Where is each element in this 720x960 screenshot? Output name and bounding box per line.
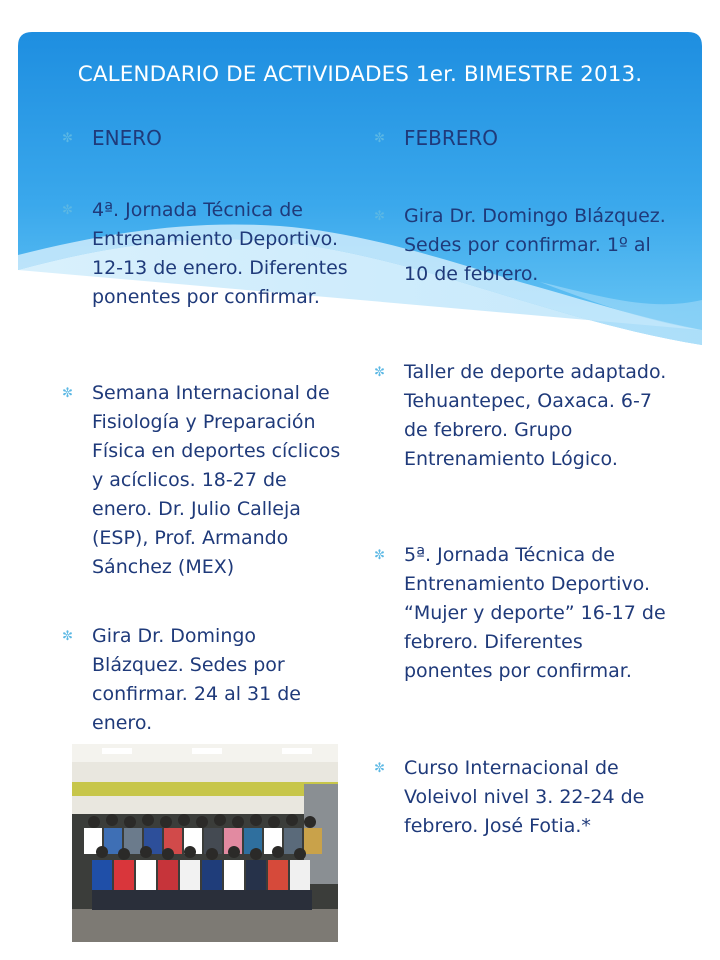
bullet-icon: ✼ xyxy=(374,131,385,146)
bullet-icon: ✼ xyxy=(374,761,385,776)
bullet-icon: ✼ xyxy=(374,365,385,380)
list-item: ✼ Gira Dr. Domingo Blázquez. Sedes por confirmar. 1º al 10 de febrero. xyxy=(374,202,674,289)
group-photo xyxy=(72,744,338,942)
list-item: ✼ 5ª. Jornada Técnica de Entrenamiento Deportivo. “Mujer y deporte” 16-17 de febrero. Diferentes ponentes por confirmar. xyxy=(374,541,674,686)
bullet-icon: ✼ xyxy=(62,386,73,401)
list-item: ✼ Curso Internacional de Voleivol nivel 3. 22-24 de febrero. José Fotia.* xyxy=(374,754,674,841)
bullet-icon: ✼ xyxy=(62,131,73,146)
heading-enero: ✼ ENERO xyxy=(62,124,352,153)
heading-febrero: ✼ FEBRERO xyxy=(374,124,674,153)
bullet-icon: ✼ xyxy=(374,209,385,224)
list-item: ✼ Gira Dr. Domingo Blázquez. Sedes por confirmar. 24 al 31 de enero. xyxy=(62,622,352,738)
bullet-icon: ✼ xyxy=(374,548,385,563)
list-item: ✼ Taller de deporte adaptado. Tehuantepec, Oaxaca. 6-7 de febrero. Grupo Entrenamiento Lógico. xyxy=(374,358,674,474)
page-title: CALENDARIO DE ACTIVIDADES 1er. BIMESTRE 2013. xyxy=(77,62,643,87)
bullet-icon: ✼ xyxy=(62,203,73,218)
bullet-icon: ✼ xyxy=(62,629,73,644)
list-item: ✼ Semana Internacional de Fisiología y Preparación Física en deportes cíclicos y acíclicos. 18-27 de enero. Dr. Julio Calleja (ESP), Prof. Armando Sánchez (MEX) xyxy=(62,379,352,582)
list-item: ✼ 4ª. Jornada Técnica de Entrenamiento Deportivo. 12-13 de enero. Diferentes ponentes por confirmar. xyxy=(62,196,352,312)
